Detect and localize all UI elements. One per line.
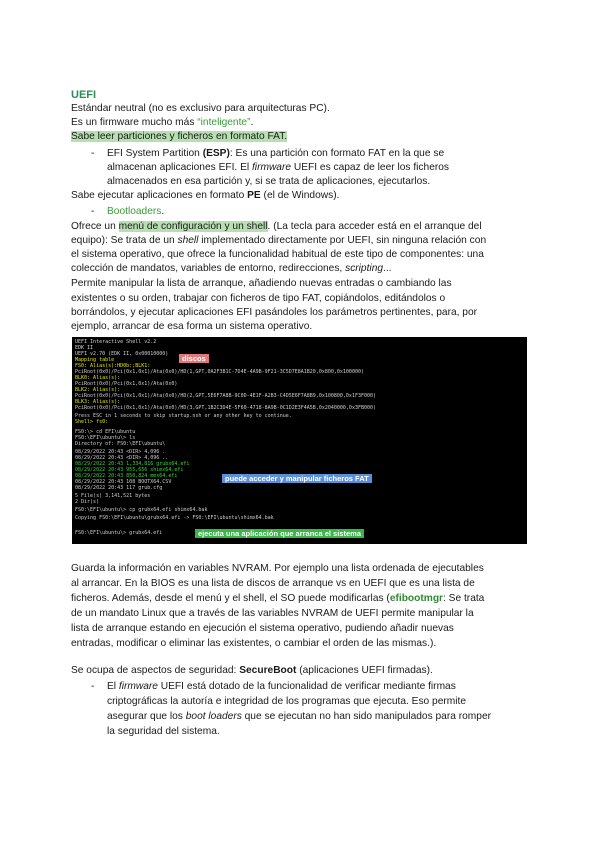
text-run: scripting (345, 263, 384, 274)
terminal-line: 08/29/2022 20:43 850,824 mmx64.efi (75, 473, 178, 479)
paragraph-firmware (71, 116, 253, 130)
label-fat-access: puede acceder y manipular ficheros FAT (222, 474, 372, 483)
text-run: : Es una partición con formato FAT en la que se (229, 148, 445, 159)
paragraph-pe (71, 189, 339, 203)
esp-line-1 (107, 147, 444, 161)
text-run: boot loaders (185, 711, 242, 722)
text-run: Se ocupa de aspectos de seguridad: (71, 665, 240, 676)
text-run: . (250, 117, 254, 128)
text-run: asegurar que los (107, 711, 186, 722)
esp-acronym: (ESP) (202, 148, 230, 159)
menu-line-1 (71, 220, 482, 234)
terminal-line: 08/29/2022 20:43 1,334,816 grubx64.efi (75, 461, 190, 467)
text-run: (el de Windows). (260, 190, 340, 201)
terminal-line: 08/29/2022 20:43 108 BOOTX64.CSV (75, 479, 172, 485)
nvram-line-4: de un mandato Linux que a través de las variables NVRAM de UEFI permite manipular la (71, 608, 474, 619)
paragraph-neutral: Estándar neutral (no es exclusivo para arquitecturas PC). (71, 103, 330, 114)
perm-line-2: existentes o su orden, trabajar con ficheros de tipo FAT, copiándolos, editándolos o (71, 293, 446, 304)
nvram-line-2: al arrancar. En la BIOS es una lista de discos de arranque vs en UEFI que es una lista de (71, 578, 475, 589)
terminal-line: Directory of: FS0:\EFI\ubuntu\ (75, 441, 166, 447)
nvram-line-3 (71, 592, 484, 606)
text-run: UEFI es capaz de leer los ficheros (291, 162, 450, 173)
text-run: que se ejecutan no han sido manipulados para romper (241, 711, 492, 722)
uefi-shell-screenshot (72, 337, 527, 544)
text-run: . (161, 206, 165, 217)
nvram-line-5: lista de arranque estando en ejecución el sistema operativo, pudiendo añadir nuevas (71, 623, 454, 634)
paragraph-fat (71, 130, 287, 144)
text-run: . (La tecla para acceder está en el arranque del (267, 221, 482, 232)
text-run: Sabe ejecutar aplicaciones en formato (71, 190, 248, 201)
terminal-line: FS0:\> cd EFI\ubuntu (75, 429, 136, 435)
terminal-line: Mapping table (75, 357, 115, 363)
terminal-line: BLK3: Alias(s): (75, 399, 121, 405)
menu-line-2 (71, 234, 486, 248)
esp-line-3: almacenados en esa partición y, si se trata de aplicaciones, ejecutarlos. (107, 176, 431, 187)
section-heading: UEFI (71, 89, 97, 101)
perm-line-1: Permite manipular la lista de arranque, añadiendo nuevas entradas o cambiando las (71, 278, 452, 289)
secureboot-line-4: la seguridad del sistema. (107, 726, 220, 737)
text-run: Ofrece un (71, 221, 119, 232)
terminal-line: PciRoot(0x0)/Pci(0x1,0x1)/Ata(0x0) (75, 381, 178, 387)
text-run: colección de mandatos, variables de entorno, redirecciones, (71, 263, 346, 274)
highlight-menu-shell: menú de configuración y un shell (118, 221, 268, 232)
menu-line-3: el sistema operativo, que ofrece la funcionalidad habitual de este tipo de componentes: una (71, 249, 484, 260)
secureboot-term: SecureBoot (239, 665, 297, 676)
highlight-fat: Sabe leer particiones y ficheros en formato FAT. (71, 131, 288, 142)
terminal-line: FS0:\EFI\ubuntu\> ls (75, 435, 136, 441)
bullet-marker: - (91, 681, 95, 692)
text-run: ficheros. Además, desde el menú y el shell, el SO puede modificarlas ( (71, 593, 390, 604)
pe-acronym: PE (247, 190, 261, 201)
terminal-line: 08/29/2022 20:43 117 grub.cfg (75, 485, 163, 491)
text-run: EFI System Partition (107, 148, 203, 159)
perm-line-3: borrándolos, y ejecutar aplicaciones EFI pasándoles los parámetros pertinentes, para, por (71, 307, 478, 318)
esp-line-2 (107, 161, 449, 175)
text-run: ... (383, 263, 392, 274)
terminal-line: FS0:\EFI\ubuntu\> cp grubx64.efi shimx64.bak (75, 507, 208, 513)
secureboot-line-3 (107, 710, 491, 724)
label-discos: discos (179, 354, 209, 363)
terminal-line: 5 File(s) 3,141,521 bytes (75, 493, 151, 499)
text-run: implementado directamente por UEFI, sin ninguna relación con (198, 235, 487, 246)
nvram-line-1: Guarda la información en variables NVRAM. Por ejemplo una lista ordenada de ejecutables (71, 563, 484, 574)
terminal-line: PciRoot(0x0)/Pci(0x1,0x1)/Ata(0x0)/HD(3,GPT,1B2C3D4E-5F60-4718-8A9B-0C1D2E3F4A5B,0x2040000,0x3FB000) (75, 405, 377, 411)
terminal-line: Press ESC in 1 seconds to skip startup.nsh or any other key to continue. (75, 413, 292, 419)
text-run: firmware (251, 162, 292, 173)
secureboot-line-1 (107, 680, 456, 694)
text-run: equipo): Se trata de un (71, 235, 178, 246)
bullet-marker: - (91, 206, 95, 217)
text-run: UEFI está dotado de la funcionalidad de verificar mediante firmas (157, 681, 456, 692)
highlight-inteligente: “inteligente” (197, 117, 251, 128)
efibootmgr-term: efibootmgr (389, 593, 444, 604)
terminal-line: 08/29/2022 20:43 <DIR> 4,096 .. (75, 455, 169, 461)
text-run: El (107, 681, 119, 692)
text-run: (aplicaciones UEFI firmadas). (296, 665, 433, 676)
perm-line-4: ejemplo, arrancar de esa forma un sistema operativo. (71, 321, 313, 332)
label-runs-app: ejecuta una aplicación que arranca el sistema (195, 529, 364, 538)
secureboot-line-2: criptográficas la autoría e integridad de los programas que ejecuta. Eso permite (107, 696, 467, 707)
bootloaders-link[interactable]: Bootloaders (107, 206, 162, 217)
terminal-line: Shell> fs0: (75, 419, 109, 425)
terminal-line: 2 Dir(s) (75, 499, 100, 505)
nvram-line-6: entradas, modificar o eliminar las existentes, o cambiar el orden de las mismas.). (71, 638, 437, 649)
terminal-line: EDK II (75, 345, 94, 351)
terminal-line: 08/29/2022 20:43 <DIR> 4,096 . (75, 449, 166, 455)
text-run: Es un firmware mucho más (71, 117, 198, 128)
terminal-line: PciRoot(0x0)/Pci(0x1,0x1)/Ata(0x0)/HD(2,GPT,5E6F7A8B-9C0D-4E1F-A2B3-C4D5E6F7A8B9,0x100800,0x1F3F000) (75, 393, 377, 399)
terminal-line: FS0:\EFI\ubuntu\> grubx64.efi (75, 530, 163, 536)
text-run: shell (177, 235, 199, 246)
terminal-line: FS0: Alias(s):HD0b:;BLK1: (75, 363, 151, 369)
bullet-marker: - (91, 148, 95, 159)
terminal-line: Copying FS0:\EFI\ubuntu\grubx64.efi -> FS0:\EFI\ubuntu\shimx64.bak (75, 515, 274, 521)
bootloaders-item (107, 205, 164, 219)
terminal-line: 08/29/2022 20:43 955,656 shimx64.efi (75, 467, 184, 473)
text-run: almacenan aplicaciones EFI. El (107, 162, 252, 173)
security-line (71, 664, 433, 678)
terminal-line: UEFI v2.70 (EDK II, 0x00010000) (75, 351, 169, 357)
terminal-line: PciRoot(0x0)/Pci(0x1,0x1)/Ata(0x0)/HD(1,GPT,0A2F3B1C-7D4E-4A9B-9F21-3C5D7E8A1B20,0x800,0x100000) (75, 369, 364, 375)
text-run: : Se trata (443, 593, 485, 604)
menu-line-4 (71, 262, 392, 276)
terminal-line: BLK0: Alias(s): (75, 375, 121, 381)
terminal-line: BLK2: Alias(s): (75, 387, 121, 393)
text-run: firmware (118, 681, 158, 692)
terminal-line: UEFI Interactive Shell v2.2 (75, 339, 157, 345)
